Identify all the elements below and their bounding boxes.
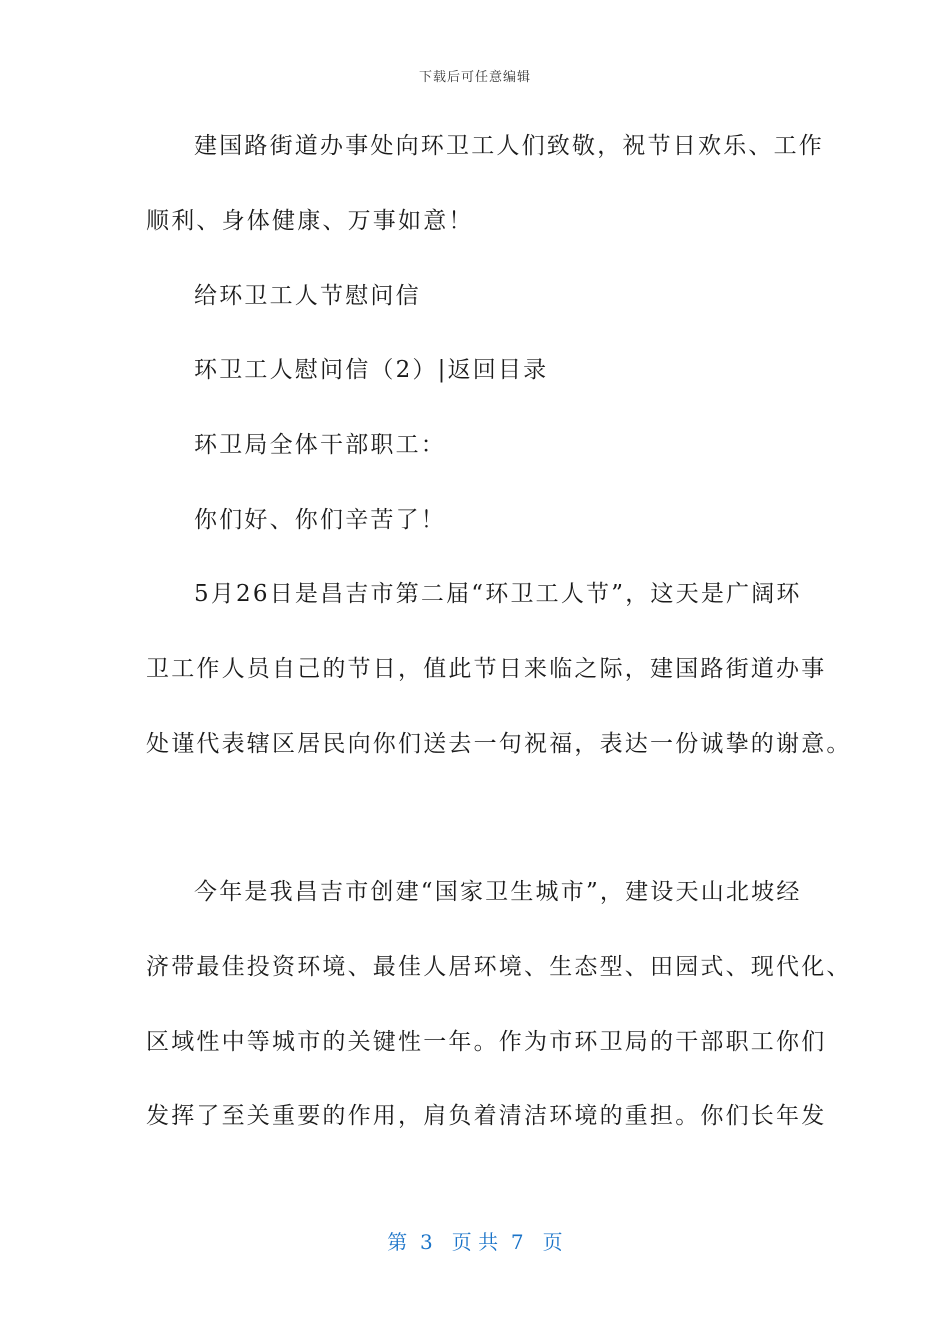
paragraph-line-5: 处谨代表辖区居民向你们送去一句祝福，表达一份诚挚的谢意。	[146, 731, 852, 757]
paragraph-line-1: 建国路街道办事处向环卫工人们致敬，祝节日欢乐、工作	[194, 133, 824, 159]
section-title: 给环卫工人节慰问信	[194, 283, 421, 309]
salutation: 环卫局全体干部职工：	[194, 432, 446, 458]
paragraph-line-7: 济带最佳投资环境、最佳人居环境、生态型、田园式、现代化、	[146, 954, 852, 980]
paragraph-line-2: 顺利、身体健康、万事如意！	[146, 208, 474, 234]
paragraph-line-6: 今年是我昌吉市创建“国家卫生城市”，建设天山北坡经	[194, 879, 802, 905]
paragraph-line-8: 区域性中等城市的关键性一年。作为市环卫局的干部职工你们	[146, 1029, 827, 1055]
greeting: 你们好、你们辛苦了！	[194, 507, 446, 533]
paragraph-line-9: 发挥了至关重要的作用，肩负着清洁环境的重担。你们长年发	[146, 1103, 827, 1129]
page-number-footer: 第 3 页 共 7 页	[387, 1230, 563, 1254]
paragraph-line-4: 卫工作人员自己的节日，值此节日来临之际，建国路街道办事	[146, 656, 827, 682]
paragraph-line-3: 5月26日是昌吉市第二届“环卫工人节”，这天是广阔环	[194, 581, 802, 607]
header-note: 下载后可任意编辑	[418, 70, 531, 85]
section-subtitle-link[interactable]: 环卫工人慰问信（2）|返回目录	[194, 357, 549, 383]
